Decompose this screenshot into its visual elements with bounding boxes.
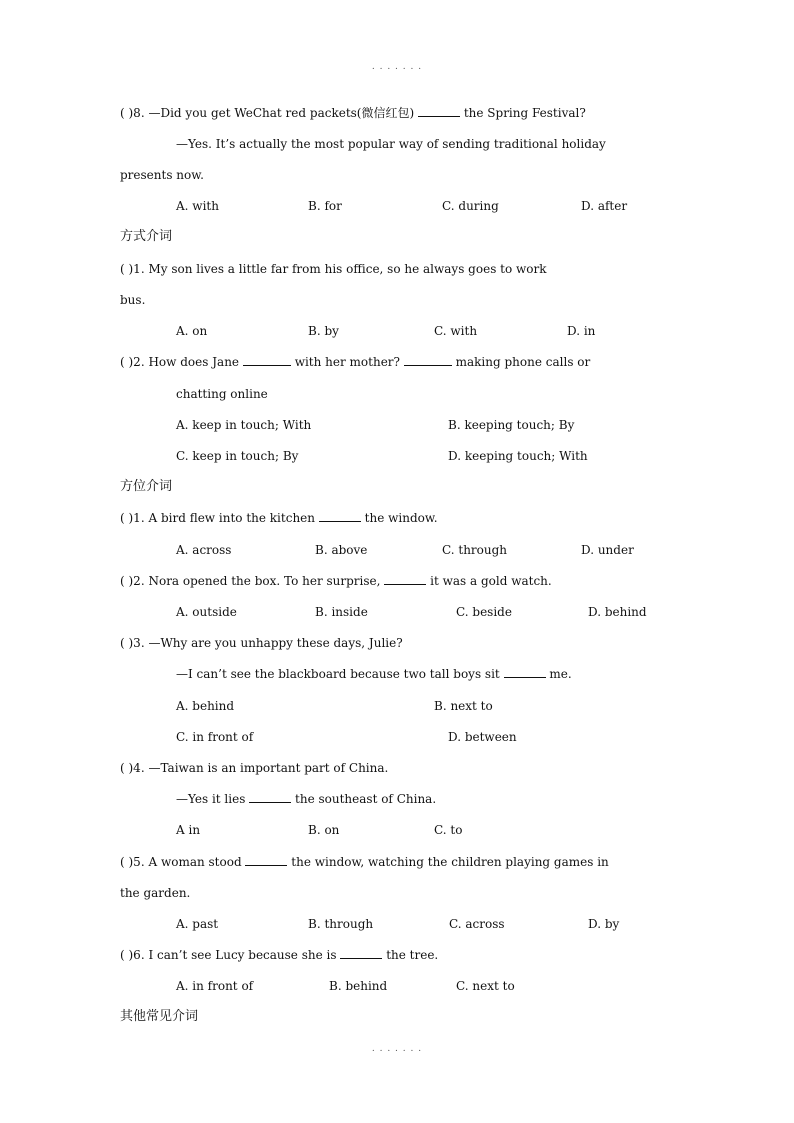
option-d: D. after xyxy=(581,199,628,213)
position-question-3-line-2 xyxy=(176,666,572,682)
position-question-1-line-1 xyxy=(120,510,438,526)
section-heading-position: 方位介词 xyxy=(120,479,173,494)
option-d: D. between xyxy=(448,730,517,744)
option-d: D. behind xyxy=(588,605,647,619)
option-c: C. across xyxy=(449,917,505,931)
question-8-line-3: presents now. xyxy=(120,168,204,182)
option-b: B. behind xyxy=(329,979,388,993)
answer-blank xyxy=(319,510,361,522)
answer-blank xyxy=(243,354,291,366)
answer-blank xyxy=(418,105,460,117)
question-number: ( )4. xyxy=(120,761,145,775)
option-b: B. keeping touch; By xyxy=(448,418,575,432)
option-b: B. on xyxy=(308,823,340,837)
header-dots: . . . . . . . xyxy=(371,62,423,72)
manner-question-2-line-2: chatting online xyxy=(176,387,268,401)
option-b: B. next to xyxy=(434,699,493,713)
option-c: C. through xyxy=(442,543,508,557)
option-b: B. inside xyxy=(315,605,368,619)
option-a: A. with xyxy=(176,199,219,213)
option-a: A. past xyxy=(176,917,219,931)
footer-dots: . . . . . . . xyxy=(371,1044,423,1054)
question-text: —Yes it lies xyxy=(176,792,246,806)
option-b: B. by xyxy=(308,324,339,338)
option-c: C. to xyxy=(434,823,463,837)
option-c: C. during xyxy=(442,199,499,213)
position-question-3-line-1 xyxy=(120,635,403,651)
section-heading-other: 其他常见介词 xyxy=(120,1009,199,1024)
position-question-4-line-2 xyxy=(176,791,436,807)
question-text: A woman stood xyxy=(148,855,242,869)
position-question-5-line-2: the garden. xyxy=(120,886,191,900)
question-number: ( )6. xyxy=(120,948,145,962)
question-text: with her mother? xyxy=(294,355,400,369)
question-text: the tree. xyxy=(386,948,439,962)
position-question-2-line-1 xyxy=(120,573,552,589)
position-question-5-line-1 xyxy=(120,854,609,870)
answer-blank xyxy=(245,854,287,866)
answer-blank xyxy=(384,573,426,585)
option-b: B. for xyxy=(308,199,342,213)
option-a: A in xyxy=(176,823,201,837)
question-number: ( )5. xyxy=(120,855,145,869)
answer-blank xyxy=(404,354,452,366)
option-c: C. in front of xyxy=(176,730,254,744)
option-c: C. beside xyxy=(456,605,512,619)
option-b: B. above xyxy=(315,543,368,557)
option-d: D. in xyxy=(567,324,596,338)
option-d: D. by xyxy=(588,917,620,931)
question-text: the window, watching the children playing games in xyxy=(291,855,609,869)
option-d: D. keeping touch; With xyxy=(448,449,588,463)
question-text: I can’t see Lucy because she is xyxy=(148,948,337,962)
section-heading-manner: 方式介词 xyxy=(120,229,173,244)
question-text: making phone calls or xyxy=(455,355,591,369)
position-question-6-line-1 xyxy=(120,947,438,963)
question-text: —Why are you unhappy these days, Julie? xyxy=(148,636,403,650)
position-question-4-line-1 xyxy=(120,760,388,776)
question-text: A bird flew into the kitchen xyxy=(148,511,315,525)
answer-blank xyxy=(504,666,546,678)
question-8-line-2: —Yes. It’s actually the most popular way of sending traditional holiday xyxy=(176,137,606,151)
option-c: C. next to xyxy=(456,979,515,993)
option-a: A. behind xyxy=(176,699,235,713)
option-a: A. outside xyxy=(176,605,237,619)
question-8-line-1 xyxy=(120,105,586,121)
question-text: —I can’t see the blackboard because two tall boys sit xyxy=(176,667,500,681)
manner-question-1-line-2: bus. xyxy=(120,293,146,307)
question-number: ( )2. xyxy=(120,574,145,588)
question-text: it was a gold watch. xyxy=(430,574,552,588)
option-a: A. across xyxy=(176,543,232,557)
option-a: A. on xyxy=(176,324,208,338)
answer-blank xyxy=(249,791,291,803)
manner-question-1-line-1 xyxy=(120,261,547,277)
question-text: Nora opened the box. To her surprise, xyxy=(148,574,381,588)
question-number: ( )1. xyxy=(120,262,145,276)
question-text: the window. xyxy=(364,511,438,525)
manner-question-2-line-1 xyxy=(120,354,590,370)
option-b: B. through xyxy=(308,917,374,931)
question-text: the Spring Festival? xyxy=(463,106,586,120)
question-number: ( )1. xyxy=(120,511,145,525)
question-text: me. xyxy=(549,667,572,681)
option-c: C. keep in touch; By xyxy=(176,449,299,463)
answer-blank xyxy=(340,947,382,959)
question-number: ( )8. xyxy=(120,106,145,120)
question-text: the southeast of China. xyxy=(295,792,437,806)
question-text: —Did you get WeChat red packets(微信红包) xyxy=(148,106,415,120)
option-a: A. keep in touch; With xyxy=(176,418,312,432)
option-c: C. with xyxy=(434,324,478,338)
option-a: A. in front of xyxy=(176,979,254,993)
question-text: My son lives a little far from his office, so he always goes to work xyxy=(148,262,547,276)
question-text: —Taiwan is an important part of China. xyxy=(148,761,389,775)
question-number: ( )2. xyxy=(120,355,145,369)
question-text: How does Jane xyxy=(148,355,240,369)
question-number: ( )3. xyxy=(120,636,145,650)
option-d: D. under xyxy=(581,543,634,557)
